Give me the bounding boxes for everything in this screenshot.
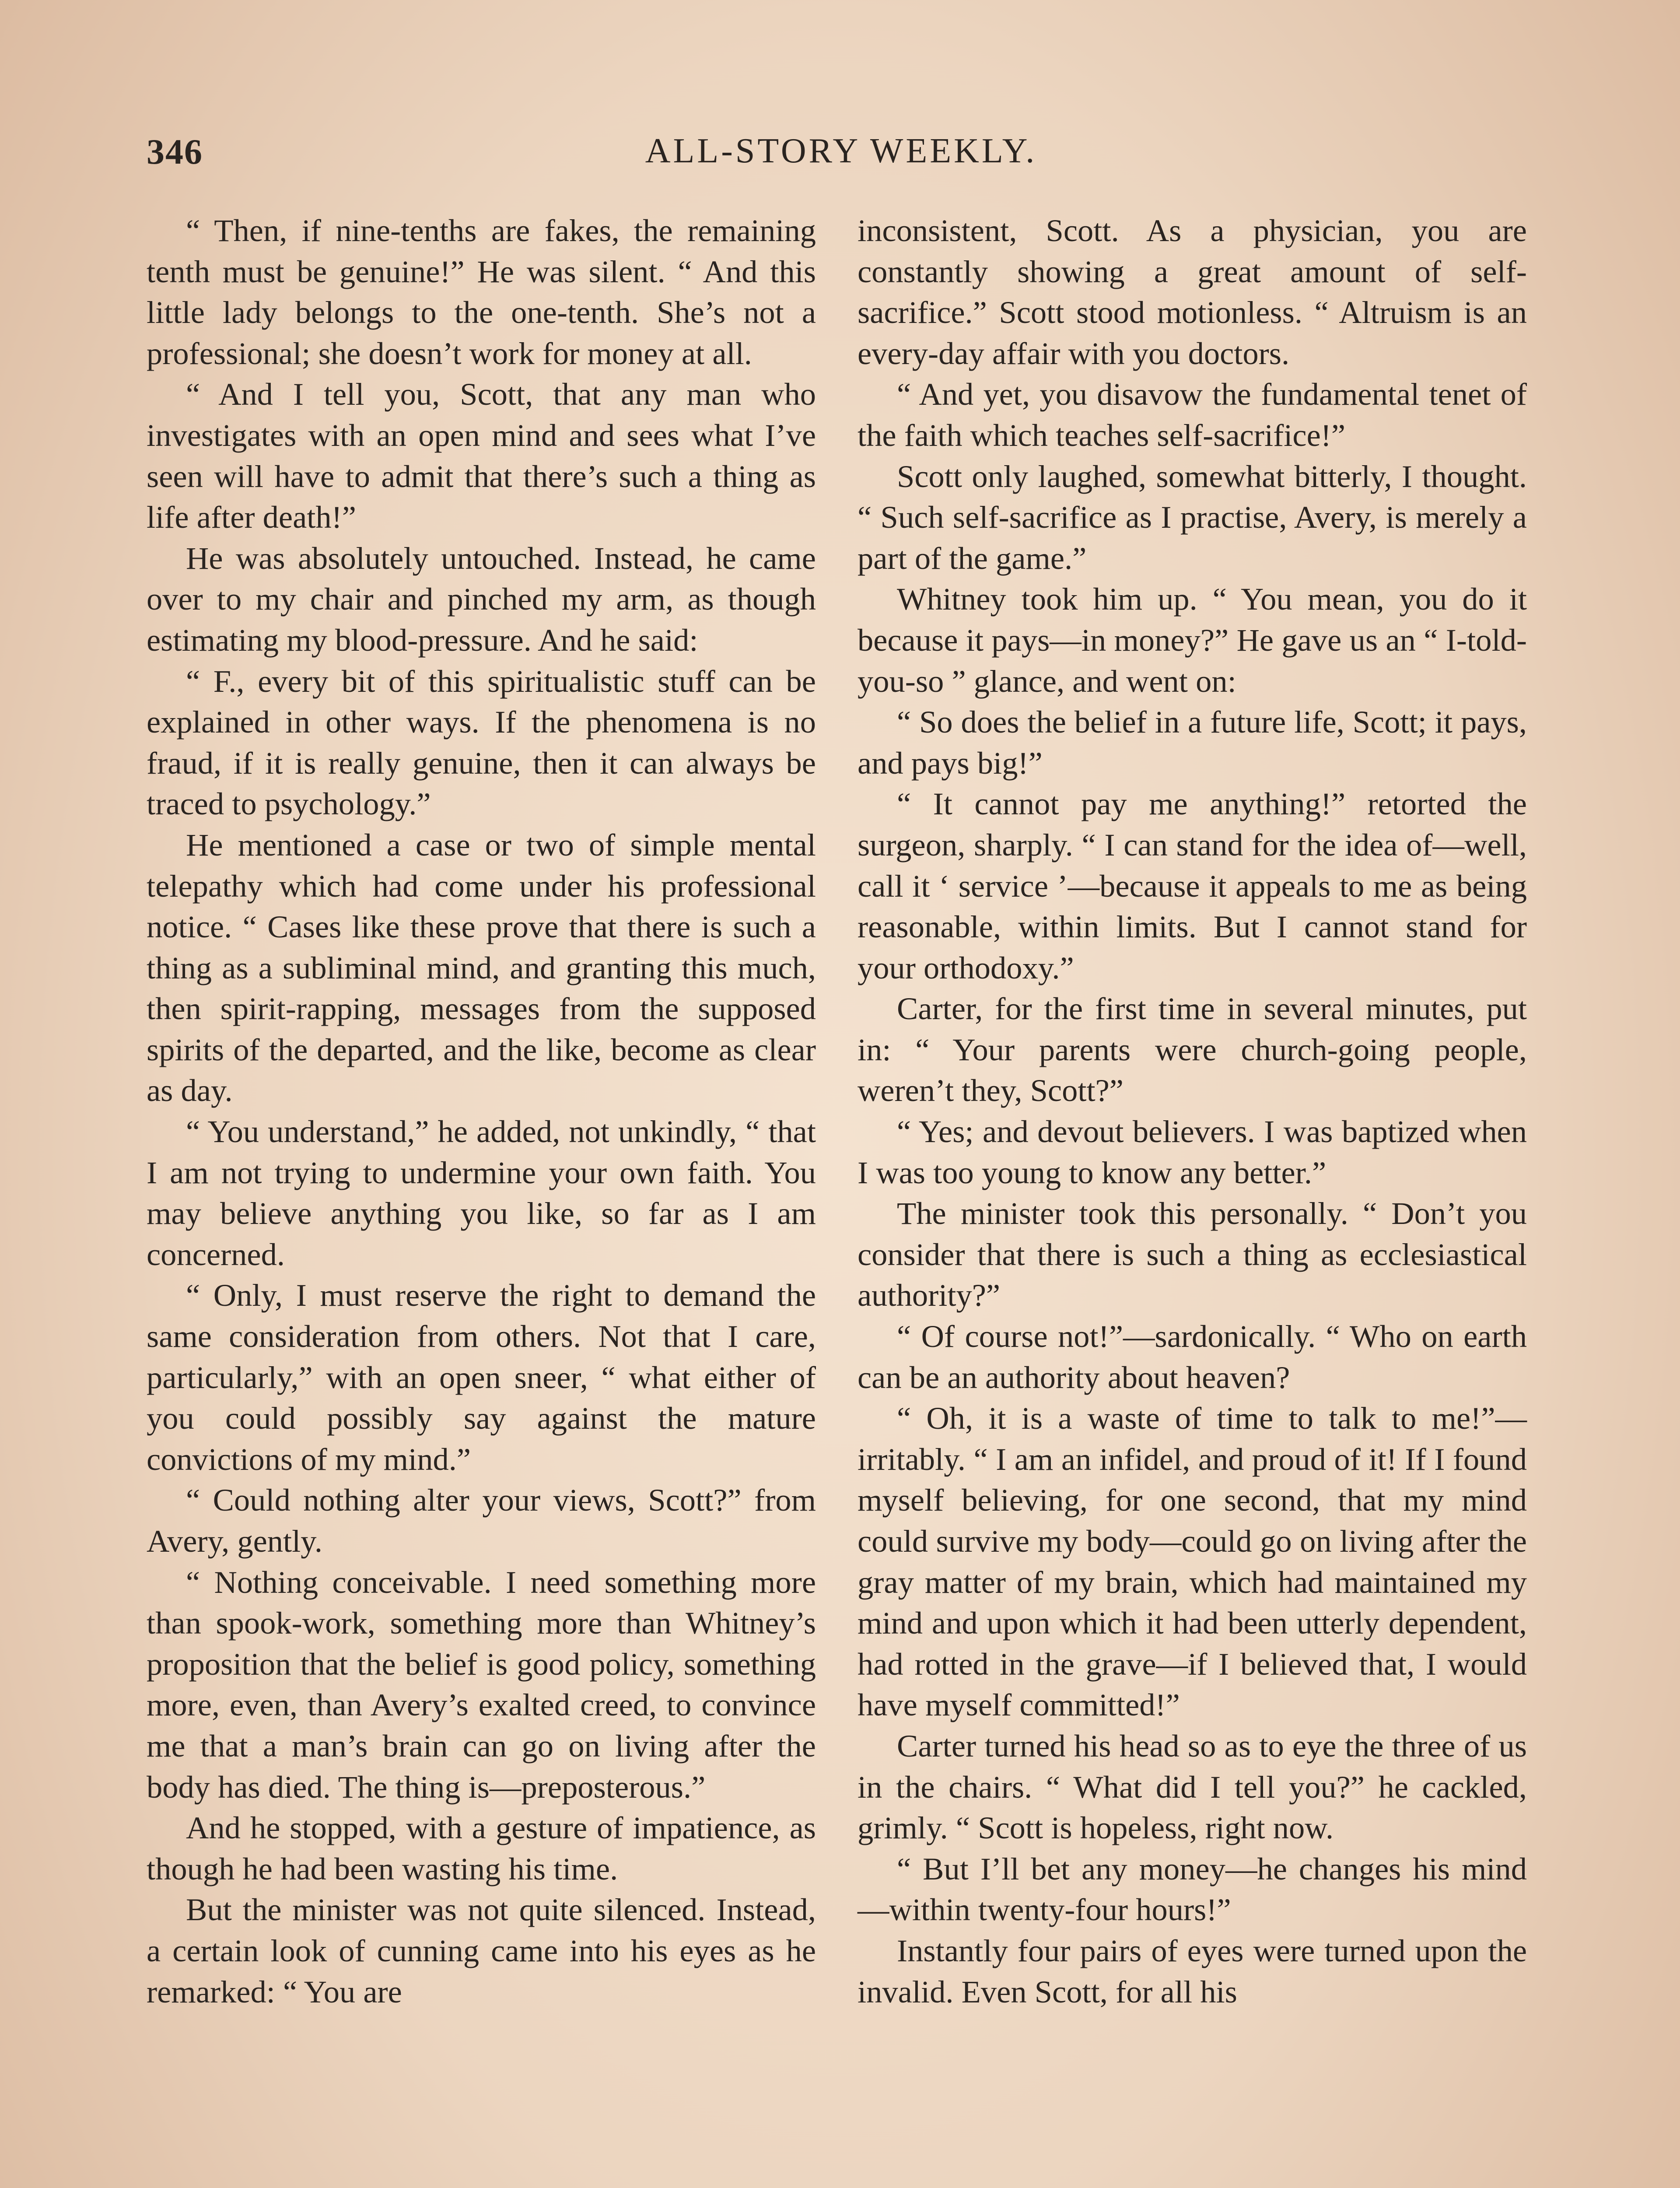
paragraph: Scott only laughed, somewhat bitterly, I thought. “ Such self-sacrifice as I practise, Avery, is merely a part of the game.” — [858, 458, 1527, 576]
paragraph: “ Oh, it is a waste of time to talk to me!”—irritably. “ I am an infidel, and proud of it! If I found myself believing, for one second, that my mind could survive my body—could go on living after the gray matter of my brain, which had maintained my mind and upon which it had been utterly dependent, had rotted in the grave—if I believed that, I would have myself committed!” — [858, 1400, 1527, 1723]
page-header — [147, 131, 1536, 188]
paragraph: “ Then, if nine-tenths are fakes, the remaining tenth must be genuine!” He was silent. “ And this little lady belongs to the one-tenth. She’s not a professional; she doesn’t work for money at all. — [147, 213, 816, 371]
paragraph: He was absolutely untouched. Instead, he came over to my chair and pinched my arm, as though estimating my blood-pressure. And he said: — [147, 540, 816, 658]
running-head: ALL-STORY WEEKLY. — [645, 132, 1037, 170]
paragraph: “ But I’ll bet any money—he changes his mind—within twenty-four hours!” — [858, 1851, 1527, 1928]
paragraph: “ Nothing conceivable. I need something more than spook-work, something more than Whitney’s proposition that the belief is good policy, something more, even, than Avery’s exalted creed, to convince me that a man’s brain can go on living after the body has died. The thing is—preposterous.” — [147, 1564, 816, 1805]
paragraph: “ And yet, you disavow the fundamental tenet of the faith which teaches self-sacrifice!” — [858, 376, 1527, 453]
paragraph: “ Could nothing alter your views, Scott?” from Avery, gently. — [147, 1482, 816, 1559]
paragraph: “ And I tell you, Scott, that any man who investigates with an open mind and sees what I’ve seen will have to admit that there’s such a thing as life after death!” — [147, 376, 816, 535]
paragraph: “ So does the belief in a future life, Scott; it pays, and pays big!” — [858, 704, 1527, 781]
paragraph: “ Yes; and devout believers. I was baptized when I was too young to know any better.” — [858, 1114, 1527, 1190]
paragraph: “ Only, I must reserve the right to demand the same consideration from others. Not that I care, particularly,” with an open sneer, “ what either of you could possibly say against the mature convictions of my mind.” — [147, 1277, 816, 1477]
paragraph: But the minister was not quite silenced. Instead, a certain look of cunning came into his eyes as he remarked: “ You are — [147, 1892, 816, 2009]
paragraph: “ You understand,” he added, not unkindly, “ that I am not trying to undermine your own faith. You may believe anything you like, so far as I am concerned. — [147, 1114, 816, 1272]
page-number: 346 — [147, 132, 203, 172]
paragraph: Whitney took him up. “ You mean, you do it because it pays—in money?” He gave us an “ I-told-you-so ” glance, and went on: — [858, 581, 1527, 699]
paragraph: The minister took this personally. “ Don’t you consider that there is such a thing as ecclesiastical authority?” — [858, 1196, 1527, 1313]
paragraph: “ It cannot pay me anything!” retorted the surgeon, sharply. “ I can stand for the idea of—well, call it ‘ service ’—because it appeals to me as being reasonable, within limits. But I cannot stand for your orthodoxy.” — [858, 786, 1527, 985]
paragraph: And he stopped, with a gesture of impatience, as though he had been wasting his time. — [147, 1810, 816, 1886]
paragraph: He mentioned a case or two of simple mental telepathy which had come under his professional notice. “ Cases like these prove that there is such a thing as a subliminal mind, and granting this much, then spirit-rapping, messages from the supposed spirits of the departed, and the like, become as clear as day. — [147, 827, 816, 1108]
paragraph: Carter, for the first time in several minutes, put in: “ Your parents were church-going people, weren’t they, Scott?” — [858, 991, 1527, 1108]
paragraph: “ Of course not!”—sardonically. “ Who on earth can be an authority about heaven? — [858, 1318, 1527, 1395]
left-column — [147, 210, 816, 2012]
paragraph: Carter turned his head so as to eye the three of us in the chairs. “ What did I tell you?” he cackled, grimly. “ Scott is hopeless, right now. — [858, 1728, 1527, 1846]
right-column — [858, 210, 1527, 2012]
paragraph: “ F., every bit of this spiritualistic stuff can be explained in other ways. If the phenomena is no fraud, if it is really genuine, then it can always be traced to psychology.” — [147, 663, 816, 822]
paragraph-continuation: inconsistent, Scott. As a physician, you are constantly showing a great amount of self-sacrifice.” Scott stood motionless. “ Altruism is an every-day affair with you doctors. — [858, 213, 1527, 371]
paragraph: Instantly four pairs of eyes were turned upon the invalid. Even Scott, for all his — [858, 1932, 1527, 2009]
